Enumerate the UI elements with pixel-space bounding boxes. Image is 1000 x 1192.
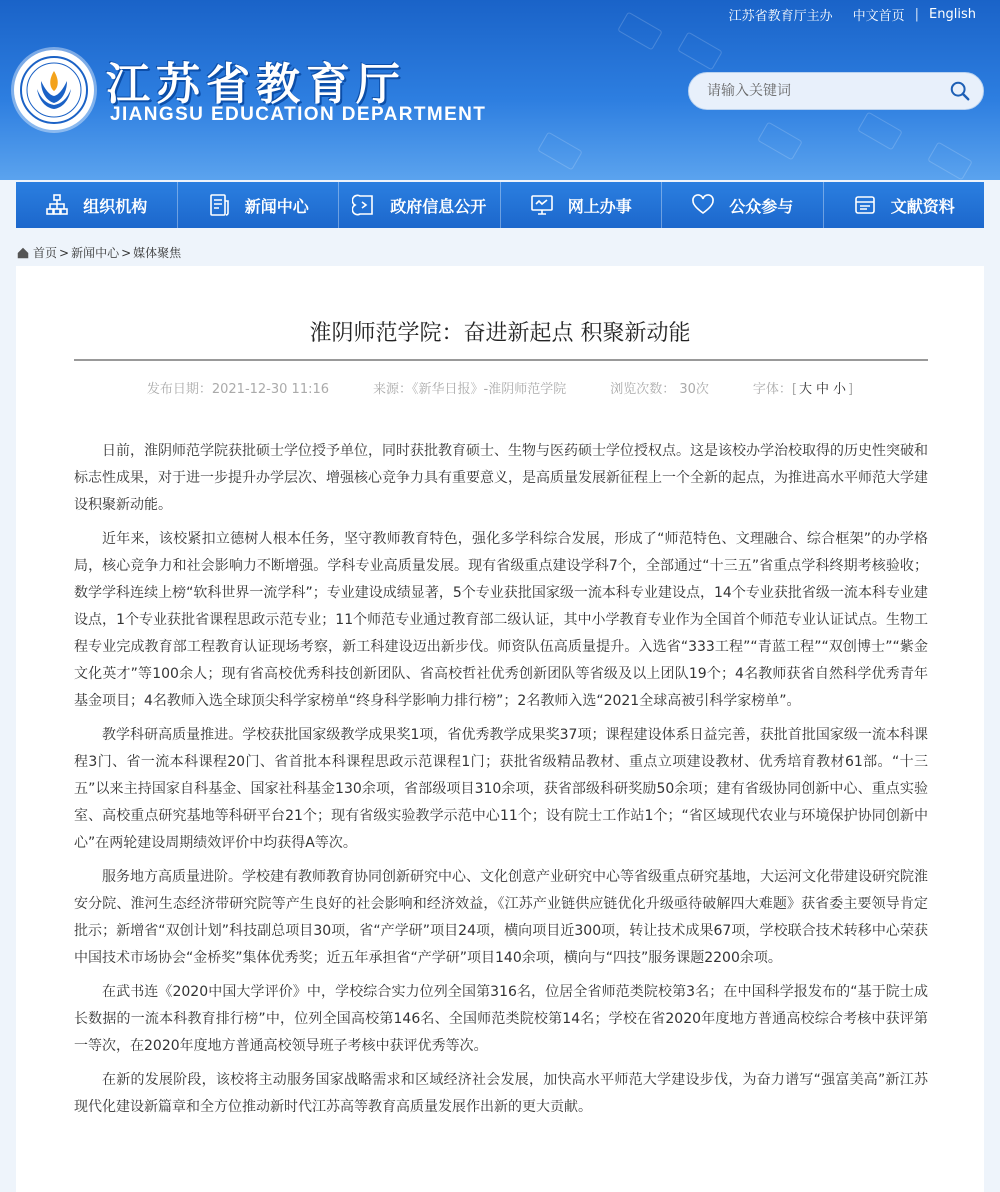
breadcrumb-news[interactable]: 新闻中心 <box>71 246 120 260</box>
nav-item-info[interactable] <box>339 182 501 228</box>
decor-hex <box>677 31 723 70</box>
font-size-control <box>753 378 853 397</box>
site-title[interactable]: 江苏省教育厅 <box>106 59 406 110</box>
nav-item-documents[interactable] <box>824 182 985 228</box>
font-size-small[interactable]: 小 <box>833 382 847 397</box>
decor-hex <box>927 141 973 180</box>
publish-date: 发布日期：2021-12-30 11:16 <box>146 382 330 397</box>
font-size-label: 字体： <box>752 382 792 397</box>
monitor-icon <box>530 193 554 217</box>
decor-hex <box>757 121 803 160</box>
site-header <box>0 0 1000 180</box>
sponsor-text: 江苏省教育厅主办 <box>728 9 833 24</box>
article-meta <box>16 378 984 397</box>
logo-emblem[interactable] <box>14 50 94 130</box>
article-body <box>74 438 928 1128</box>
org-chart-icon <box>45 193 69 217</box>
article-paragraph: 在新的发展阶段，该校将主动服务国家战略需求和区域经济社会发展，加快高水平师范大学建设步伐，为奋力谱写“强富美高”新江苏现代化建设新篇章和全方位推动新时代江苏高等教育高质量发展作出新的更大贡献。 <box>74 1072 928 1115</box>
nav-label: 网上办事 <box>567 196 632 216</box>
emblem-icon <box>19 55 89 125</box>
font-size-large[interactable]: 大 <box>799 382 813 397</box>
info-icon <box>352 193 376 217</box>
article-panel <box>16 266 984 1192</box>
article-title: 淮阴师范学院：奋进新起点 积聚新动能 <box>309 321 691 346</box>
article-paragraph: 日前，淮阴师范学院获批硕士学位授予单位，同时获批教育硕士、生物与医药硕士学位授权点。这是该校办学治校取得的历史性突破和标志性成果，对于进一步提升办学层次、增强核心竞争力具有重要意义，是高质量发展新征程上一个全新的起点，为推进高水平师范大学建设积聚新动能。 <box>74 443 928 513</box>
decor-hex <box>537 131 583 170</box>
breadcrumb-home[interactable]: 首页 <box>33 246 58 260</box>
site-subtitle: JIANGSU EDUCATION DEPARTMENT <box>110 104 487 125</box>
top-links-separator: | <box>914 7 920 22</box>
search-icon[interactable] <box>949 80 971 102</box>
decor-hex <box>857 111 903 150</box>
article-paragraph: 近年来，该校紧扣立德树人根本任务，坚守教师教育特色，强化多学科综合发展，形成了“师范特色、文理融合、综合框架”的办学格局，核心竞争力和社会影响力不断增强。学科专业高质量发展。现有省级重点建设学科7个，全部通过“十三五”省重点学科终期考核验收；数学学科连续上榜“软科世界一流学科”；专业建设成绩显著，5个专业获批国家级一流本科专业建设点，14个专业获批省级一流本科专业建设点，1个专业获批省课程思政示范专业；11个师范专业通过教育部二级认证，其中小学教育专业作为全国首个师范专业认证试点。生物工程专业完成教育部工程教育认证现场考察，新工科建设迈出新步伐。师资队伍高质量提升。入选省“333工程”“青蓝工程”“双创博士”“紫金文化英才”等100余人；现有省高校优秀科技创新团队、省高校哲社优秀创新团队等省级及以上团队19个；4名教师获省自然科学优秀青年基金项目；4名教师入选全球顶尖科学家榜单“终身科学影响力排行榜”；2名教师入选“2021全球高被引科学家榜单”。 <box>74 531 928 709</box>
nav-label: 文献资料 <box>890 196 955 216</box>
heart-icon <box>691 193 715 217</box>
main-nav <box>16 182 984 228</box>
search-input[interactable] <box>707 83 949 99</box>
article-paragraph: 服务地方高质量进阶。学校建有教师教育协同创新研究中心、文化创意产业研究中心等省级重点研究基地，大运河文化带建设研究院淮安分院、淮河生态经济带研究院等产生良好的社会影响和经济效益，《江苏产业链供应链优化升级亟待破解四大难题》获省委主要领导肯定批示；新增省“双创计划”科技副总项目30项，省“产学研”项目24项，横向项目近300项，转让技术成果67项，学校联合技术转移中心荣获中国技术市场协会“金桥奖”集体优秀奖；近五年承担省“产学研”项目140余项，横向与“四技”服务课题2200余项。 <box>74 869 928 966</box>
title-divider <box>74 359 928 361</box>
font-size-bracket-close: ] <box>848 382 854 397</box>
english-link[interactable]: English <box>929 7 976 22</box>
top-links <box>729 5 976 24</box>
article-paragraph: 教学科研高质量推进。学校获批国家级教学成果奖1项，省优秀教学成果奖37项；课程建设体系日益完善，获批首批国家级一流本科课程3门、省一流本科课程20门、省首批本科课程思政示范课程1门；获批省级精品教材、重点立项建设教材、优秀培育教材61部。“十三五”以来主持国家自科基金、国家社科基金130余项，省部级项目310余项，获省部级科研奖励50余项；建有省级协同创新中心、重点实验室、高校重点研究基地等科研平台21个；现有省级实验教学示范中心11个；设有院士工作站1个；“省区域现代农业与环境保护协同创新中心”在两轮建设周期绩效评价中均获得A等次。 <box>74 727 928 851</box>
view-count: 浏览次数： 30次 <box>610 382 709 397</box>
documents-icon <box>853 193 877 217</box>
news-icon <box>207 193 231 217</box>
breadcrumb <box>16 244 181 261</box>
search-box <box>688 72 984 110</box>
decor-hex <box>617 11 663 50</box>
nav-label: 组织机构 <box>83 196 148 216</box>
nav-item-online-service[interactable] <box>501 182 663 228</box>
nav-item-org[interactable] <box>16 182 178 228</box>
article-source: 来源：《新华日报》-淮阴师范学院 <box>373 382 567 397</box>
breadcrumb-separator: > <box>59 245 70 260</box>
nav-label: 新闻中心 <box>244 196 309 216</box>
font-size-medium[interactable]: 中 <box>816 382 830 397</box>
nav-item-news[interactable] <box>178 182 340 228</box>
nav-label: 政府信息公开 <box>390 196 487 216</box>
font-size-bracket-open: [ <box>791 382 797 397</box>
nav-label: 公众参与 <box>729 196 794 216</box>
breadcrumb-current[interactable]: 媒体聚焦 <box>133 246 182 260</box>
nav-item-participation[interactable] <box>662 182 824 228</box>
breadcrumb-separator: > <box>121 245 132 260</box>
home-icon <box>16 246 30 260</box>
article-paragraph: 在武书连《2020中国大学评价》中，学校综合实力位列全国第316名，位居全省师范类院校第3名；在中国科学报发布的“基于院士成长数据的一流本科教育排行榜”中，位列全国高校第146名、全国师范类院校第14名；学校在省2020年度地方普通高校综合考核中获评第一等次，在2020年度地方普通高校领导班子考核中获评优秀等次。 <box>74 984 928 1054</box>
cn-home-link[interactable]: 中文首页 <box>852 9 905 24</box>
